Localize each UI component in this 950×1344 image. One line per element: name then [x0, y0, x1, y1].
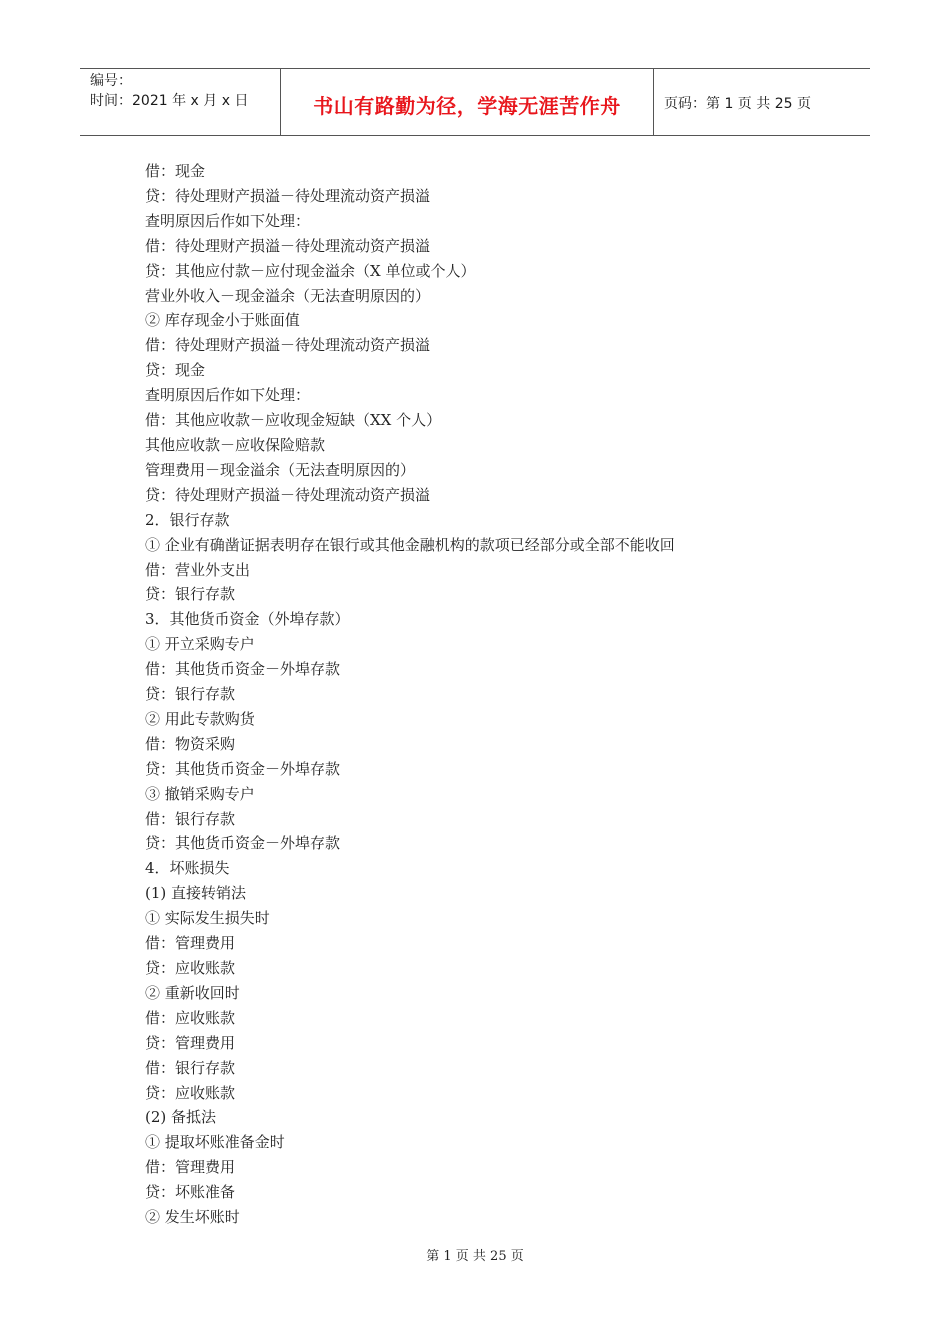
body-line: 查明原因后作如下处理：	[145, 386, 311, 405]
body-line: 贷：其他货币资金－外埠存款	[145, 834, 341, 853]
body-line: 借：其他货币资金－外埠存款	[145, 660, 341, 679]
body-line: ② 重新收回时	[145, 983, 240, 1002]
body-line: ② 用此专款购货	[145, 709, 255, 728]
body-line: 借：营业外支出	[145, 560, 251, 579]
body-line: 贷：其他货币资金－外埠存款	[145, 759, 341, 778]
body-line: 借：待处理财产损溢－待处理流动资产损溢	[145, 336, 431, 355]
body-line: 3．其他货币资金（外埠存款）	[145, 610, 350, 629]
body-line: 管理费用－现金溢余（无法查明原因的）	[145, 460, 416, 479]
body-line: 借：管理费用	[145, 934, 236, 953]
document-number-label: 编号：	[90, 73, 132, 89]
body-line: 借：其他应收款－应收现金短缺（XX 个人）	[145, 411, 442, 430]
body-line: ② 库存现金小于账面值	[145, 311, 300, 330]
body-line: ① 提取坏账准备金时	[145, 1133, 285, 1152]
body-line: 贷：银行存款	[145, 585, 236, 604]
body-line: 借：应收账款	[145, 1008, 236, 1027]
body-line: 查明原因后作如下处理：	[145, 211, 311, 230]
body-line: 营业外收入－现金溢余（无法查明原因的）	[145, 286, 431, 305]
header-meta	[80, 69, 281, 135]
body-line: ③ 撤销采购专户	[145, 784, 255, 803]
body-line: 4．坏账损失	[145, 859, 230, 878]
document-time-label: 时间：2021 年 x 月 x 日	[90, 93, 249, 109]
document-body	[145, 159, 865, 1230]
body-line: 贷：待处理财产损溢－待处理流动资产损溢	[145, 186, 431, 205]
body-line: ② 发生坏账时	[145, 1208, 240, 1227]
body-line: 贷：管理费用	[145, 1033, 236, 1052]
body-line: 借：现金	[145, 162, 206, 180]
body-line: 贷：坏账准备	[145, 1183, 236, 1202]
page-footer: 第 1 页 共 25 页	[426, 1249, 524, 1264]
body-line: 贷：待处理财产损溢－待处理流动资产损溢	[145, 485, 431, 504]
body-line: ① 开立采购专户	[145, 635, 255, 654]
body-line: ① 企业有确凿证据表明存在银行或其他金融机构的款项已经部分或全部不能收回	[145, 535, 675, 554]
body-line: 贷：现金	[145, 361, 206, 380]
page-header	[80, 68, 870, 136]
body-line: 贷：应收账款	[145, 1083, 236, 1102]
body-line: 借：银行存款	[145, 809, 236, 828]
header-motto: 书山有路勤为径，学海无涯苦作舟	[281, 69, 654, 135]
body-line: 借：物资采购	[145, 734, 236, 753]
body-line: 贷：应收账款	[145, 959, 236, 977]
body-line: 其他应收款－应收保险赔款	[145, 435, 326, 454]
header-page-indicator: 页码：第 1 页 共 25 页	[664, 96, 811, 112]
body-line: ① 实际发生损失时	[145, 909, 270, 928]
body-line: (1) 直接转销法	[145, 884, 247, 903]
body-line: 2．银行存款	[145, 510, 230, 529]
body-line: 贷：银行存款	[145, 685, 236, 704]
body-line: 借：管理费用	[145, 1158, 236, 1177]
body-line: 借：待处理财产损溢－待处理流动资产损溢	[145, 236, 431, 255]
body-line: 贷：其他应付款－应付现金溢余（X 单位或个人）	[145, 261, 476, 280]
body-line: (2) 备抵法	[145, 1108, 217, 1127]
body-line: 借：银行存款	[145, 1058, 236, 1077]
